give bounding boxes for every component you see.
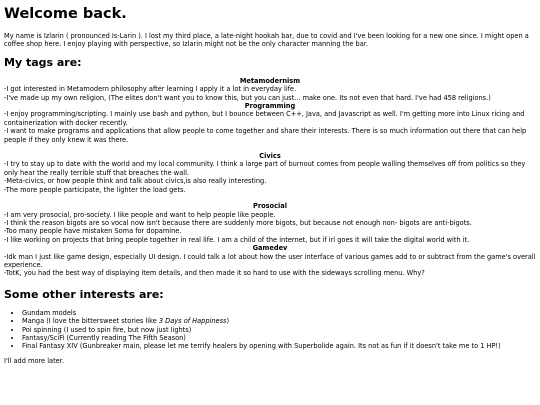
interest-text: Poi spinning (I used to spin fire, but now just lights) bbox=[22, 325, 192, 334]
tag-line: -The more people participate, the lighter the load gets. bbox=[4, 185, 186, 194]
tag-line: -TotK, you had the best way of displaying item details, and then made it so hard to use with the sideways scrolling menu. Why? bbox=[4, 269, 425, 278]
outro-text: I'll add more later. bbox=[4, 356, 64, 365]
tag-title: Prosocial bbox=[253, 202, 287, 211]
tag-line: -Meta-civics, or how people think and talk about civics,is also really interesting. bbox=[4, 177, 267, 186]
interest-text: ) bbox=[226, 317, 230, 326]
tags-section bbox=[4, 77, 536, 278]
tag-line: -I am very prosocial, pro-society. I like people and want to help people like people. bbox=[4, 210, 276, 219]
tag-title: Gamedev bbox=[252, 244, 288, 253]
list-item bbox=[22, 334, 536, 342]
intro-paragraph: My name is Izlarin ( pronounced Is-Larin ). I lost my third place, a late-night hookah bar, due to covid and I've been looking for a new one since. I might open a coffee shop here. I enjoy playing with perspective, so Izlarin might not be the only character manning the bar. bbox=[4, 32, 529, 49]
tag-title: Programming bbox=[244, 102, 296, 111]
tag-line: -I enjoy programming/scripting. I mainly use bash and python, but I bounce between C++, Java, and Javascript as well. I'm getting more into Linux ricing and containerization with docker recently. bbox=[4, 110, 525, 127]
tag-line: -I've made up my own religion, (The elites don't want you to know this, but you can just... make one. Its not even that hard. I've had 458 religions.) bbox=[4, 93, 491, 102]
list-item bbox=[22, 309, 536, 317]
tag-line: -I try to stay up to date with the world and my local community. I think a large part of burnout comes from people walling themselves off from politics so they only hear the really terrible stuff that breaches the wall. bbox=[4, 160, 526, 177]
tag-title: Metamodernism bbox=[239, 76, 301, 85]
list-item bbox=[22, 326, 536, 334]
tag-line: -I think the reason bigots are so vocal now isn't because there are suddenly more bigots, but because not enough non- bigots are anti-bigots. bbox=[4, 218, 472, 227]
tags-heading: My tags are: bbox=[4, 55, 82, 69]
spacer bbox=[4, 194, 536, 202]
book-title: 3 Days of Happiness bbox=[158, 317, 227, 326]
interest-text: Fantasy/SciFi (Currently reading The Fifth Season) bbox=[22, 333, 186, 342]
interest-text: Manga (I love the bittersweet stories like bbox=[22, 317, 159, 326]
interests-heading: Some other interests are: bbox=[4, 287, 164, 301]
tag-gamedev bbox=[4, 244, 536, 278]
tag-prosocial bbox=[4, 202, 536, 244]
tag-civics bbox=[4, 152, 536, 194]
interest-text: Final Fantasy XIV (Gunbreaker main, please let me terrify healers by opening with Superbolide again. Its not as fun if it doesn't take me to 1 HP!) bbox=[22, 342, 501, 351]
page-title: Welcome back. bbox=[4, 6, 127, 22]
list-item bbox=[22, 342, 536, 350]
interests-list bbox=[4, 309, 536, 351]
list-item bbox=[22, 317, 536, 325]
tag-line: -Too many people have mistaken Soma for dopamine. bbox=[4, 227, 182, 236]
tag-metamodernism bbox=[4, 77, 536, 102]
interest-text: Gundam models bbox=[22, 308, 77, 317]
tag-line: -I like working on projects that bring people together in real life. I am a child of the internet, but if irl goes it will take the digital world with it. bbox=[4, 235, 470, 244]
spacer bbox=[4, 144, 536, 152]
tag-programming bbox=[4, 102, 536, 144]
tag-title: Civics bbox=[259, 152, 281, 161]
tag-line: -I got interested in Metamodern philosophy after learning I apply it a lot in everyday life. bbox=[4, 85, 297, 94]
tag-line: -Idk man I just like game design, especially UI design. I could talk a lot about how the user interface of various games add to or subtract from the game's overall experience. bbox=[4, 252, 536, 269]
tag-line: -I want to make programs and applications that allow people to come together and share their interests. There is so much information out there that can help people if they only knew it was there. bbox=[4, 127, 527, 144]
